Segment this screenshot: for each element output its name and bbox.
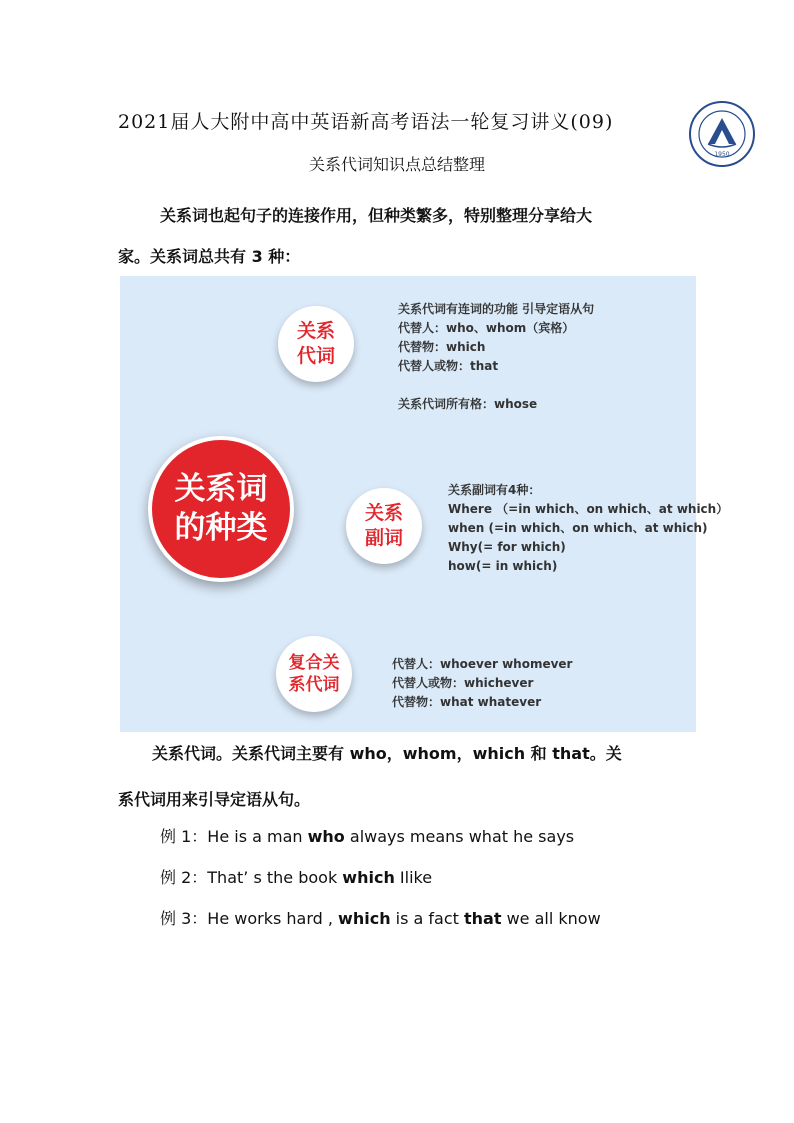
info-line: 关系代词所有格：whose bbox=[398, 397, 538, 411]
seal-year-text: 1950 bbox=[714, 151, 730, 158]
highlighted-word: which bbox=[338, 909, 391, 928]
info-line: Where （=in which、on which、at which） bbox=[448, 502, 729, 516]
circle-label: 代词 bbox=[296, 345, 335, 367]
example-sentence-1: 例 1：He is a man who always means what he says bbox=[160, 827, 575, 846]
info-line: 代替人：whoever whomever bbox=[392, 657, 573, 671]
example-prefix: 例 3： bbox=[160, 909, 208, 928]
info-line: 关系代词有连词的功能 引导定语从句 bbox=[398, 302, 595, 316]
circle-label: 关系 bbox=[296, 320, 335, 343]
highlighted-word: that bbox=[464, 909, 502, 928]
example-sentence-2: 例 2：That’ s the book which Ilike bbox=[160, 868, 433, 887]
info-line: 代替物：which bbox=[398, 340, 486, 354]
section-paragraph-line2: 系代词用来引导定语从句。 bbox=[118, 790, 311, 809]
example-prefix: 例 2： bbox=[160, 868, 208, 887]
center-label: 关系词 bbox=[174, 471, 268, 508]
relative-words-infographic bbox=[120, 276, 729, 732]
example-prefix: 例 1： bbox=[160, 827, 208, 846]
info-line: 代替物：what whatever bbox=[392, 695, 542, 709]
info-line: Why(= for which) bbox=[448, 540, 566, 554]
relative-adverb-circle bbox=[346, 488, 422, 564]
info-line: 代替人或物：whichever bbox=[392, 676, 534, 690]
info-line: 代替人：who、whom（宾格） bbox=[398, 321, 575, 335]
circle-label: 系代词 bbox=[288, 675, 340, 695]
circle-label: 副词 bbox=[364, 527, 403, 549]
intro-paragraph-line2: 家。关系词总共有 3 种： bbox=[118, 247, 301, 266]
info-line: 关系副词有4种： bbox=[448, 483, 541, 497]
circle-label: 关系 bbox=[364, 502, 403, 525]
compound-relative-pronoun-info bbox=[392, 655, 572, 712]
highlighted-word: who bbox=[307, 827, 345, 846]
info-line: 代替人或物：that bbox=[398, 359, 499, 373]
relative-adverb-info bbox=[448, 481, 728, 576]
relative-pronoun-circle bbox=[278, 306, 354, 382]
section-paragraph-line1: 关系代词。关系代词主要有 who，whom，which 和 that。关 bbox=[152, 744, 622, 763]
highlighted-word: which bbox=[342, 868, 395, 887]
center-label: 的种类 bbox=[174, 510, 268, 546]
relative-pronoun-info bbox=[398, 300, 594, 414]
info-line: when (=in which、on which、at which) bbox=[448, 521, 708, 535]
relative-word-types-circle bbox=[148, 436, 294, 582]
page-subtitle: 关系代词知识点总结整理 bbox=[308, 155, 485, 174]
info-line: how(= in which) bbox=[448, 559, 558, 573]
page-title: 2021届人大附中高中英语新高考语法一轮复习讲义(09) bbox=[118, 111, 614, 133]
compound-relative-pronoun-circle bbox=[276, 636, 352, 712]
info-line bbox=[398, 376, 594, 395]
example-sentence-3: 例 3：He works hard , which is a fact that we all know bbox=[160, 909, 601, 928]
intro-paragraph-line1: 关系词也起句子的连接作用，但种类繁多，特别整理分享给大 bbox=[160, 206, 593, 225]
circle-label: 复合关 bbox=[288, 652, 340, 673]
